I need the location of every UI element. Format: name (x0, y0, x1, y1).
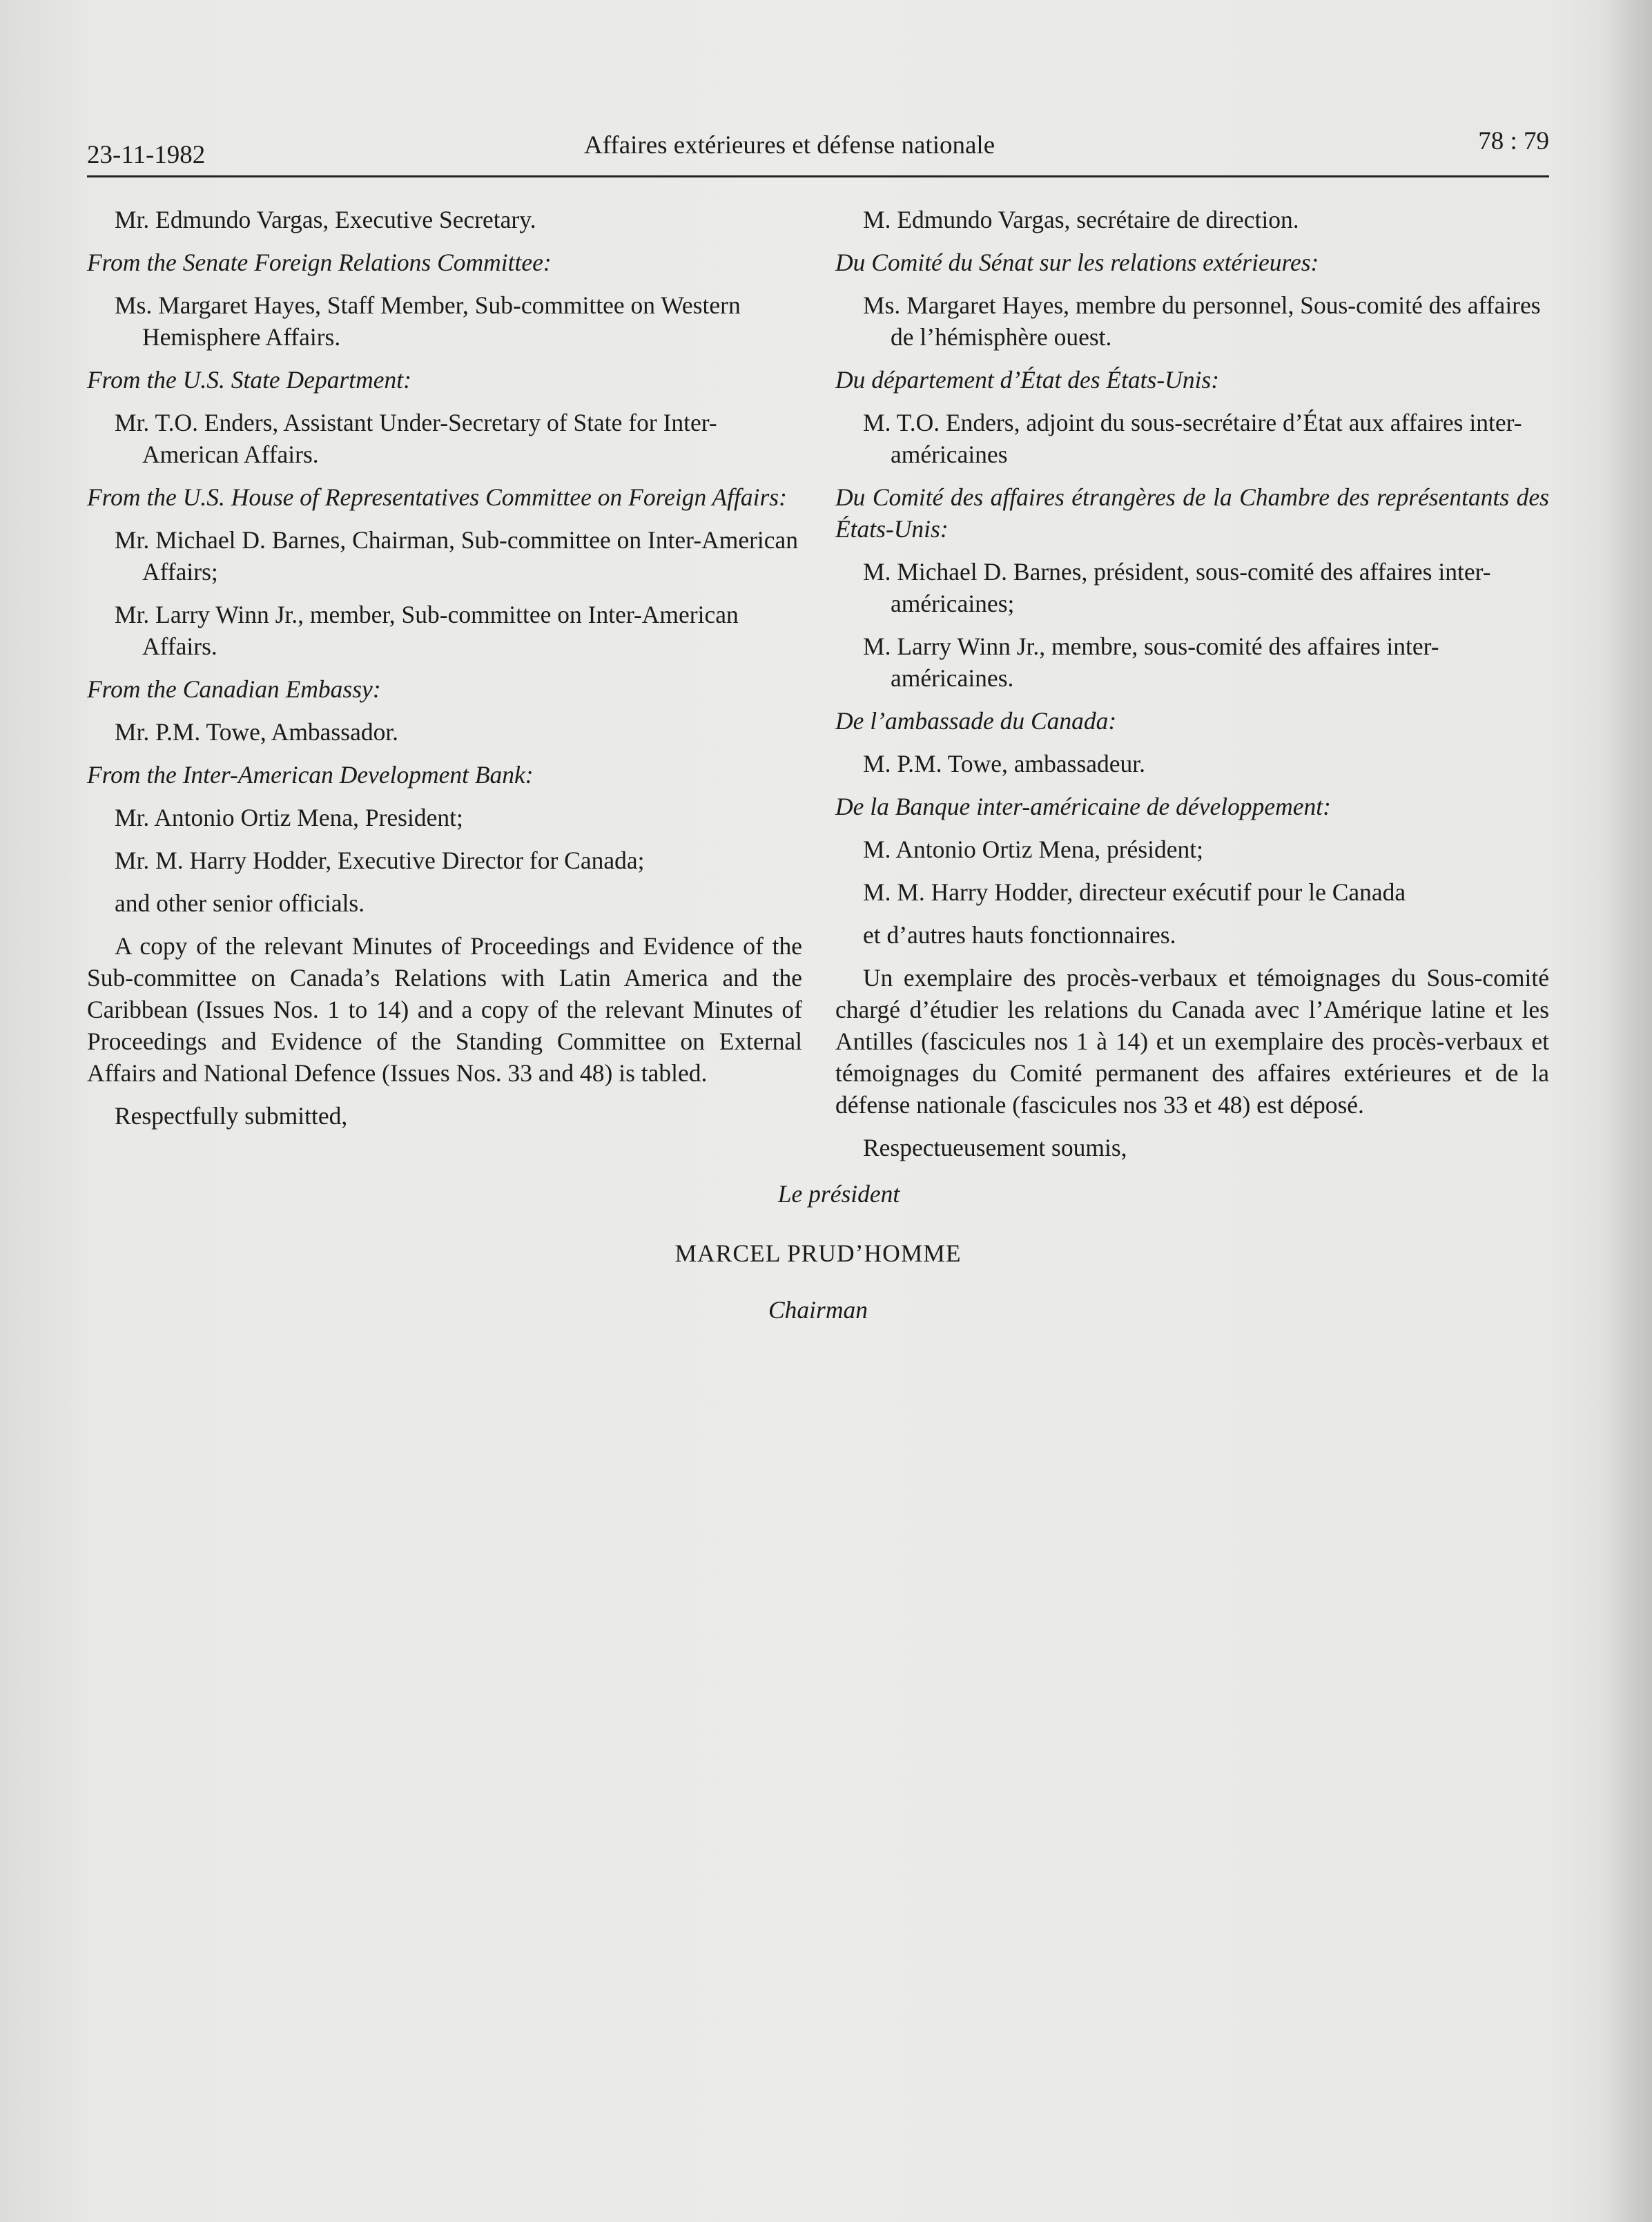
closing-line: and other senior officials. (115, 889, 365, 917)
organization-heading: From the U.S. State Department: (87, 366, 411, 394)
organization-heading: From the Senate Foreign Relations Committee: (87, 249, 552, 276)
header-title: Affaires extérieures et défense nationale (584, 131, 995, 160)
witness-entry: Mr. Michael D. Barnes, Chairman, Sub-committee on Inter-American Affairs; (115, 526, 799, 586)
witness-entry: Mr. P.M. Towe, Ambassador. (115, 718, 399, 746)
body-paragraph: Un exemplaire des procès-verbaux et témoignages du Sous-comité chargé d’étudier les relations du Canada avec l’Amérique latine et les Antilles (fascicules nos 1 à 14) et un exemplaire des procès-verbaux et témoignages du Comité permanent des affaires extérieures et de la défense nationale (fascicules nos 33 et 48) est déposé. (835, 964, 1549, 1119)
organization-heading: Du Comité des affaires étrangères de la Chambre des représentants des États-Unis: (835, 483, 1549, 543)
closing-salutation: Respectfully submitted, (115, 1102, 348, 1130)
page-gutter-shadow (1604, 0, 1652, 2222)
closing-salutation: Respectueusement soumis, (863, 1134, 1127, 1161)
organization-heading: From the U.S. House of Representatives Committee on Foreign Affairs: (87, 483, 787, 511)
organization-heading: From the Canadian Embassy: (87, 675, 381, 703)
witness-entry: Ms. Margaret Hayes, membre du personnel, Sous-comité des affaires de l’hémisphère ouest. (863, 291, 1541, 351)
witness-entry: Mr. Edmundo Vargas, Executive Secretary. (115, 206, 536, 233)
witness-entry: M. P.M. Towe, ambassadeur. (863, 750, 1146, 777)
closing-line: et d’autres hauts fonctionnaires. (863, 921, 1176, 949)
organization-heading: De la Banque inter-américaine de développement: (835, 793, 1331, 820)
page-header (87, 104, 1549, 177)
witness-entry: M. Edmundo Vargas, secrétaire de direction. (863, 206, 1299, 233)
french-column (835, 204, 1549, 1175)
signature-name: MARCEL PRUD’HOMME (674, 1239, 962, 1267)
witness-entry: M. Antonio Ortiz Mena, président; (863, 835, 1203, 863)
witness-entry: Mr. Larry Winn Jr., member, Sub-committee on Inter-American Affairs. (115, 601, 739, 660)
signature-title-french: Le président (777, 1180, 900, 1208)
body-paragraph: A copy of the relevant Minutes of Proceedings and Evidence of the Sub-committee on Canada’s Relations with Latin America and the Caribbean (Issues Nos. 1 to 14) and a copy of the relevant Minutes of Proceedings and Evidence of the Standing Committee on External Affairs and National Defence (Issues Nos. 33 and 48) is tabled. (87, 932, 802, 1087)
organization-heading: Du département d’État des États-Unis: (835, 366, 1220, 394)
witness-entry: M. Larry Winn Jr., membre, sous-comité des affaires inter-américaines. (863, 632, 1439, 692)
organization-heading: De l’ambassade du Canada: (835, 707, 1117, 735)
witness-entry: M. T.O. Enders, adjoint du sous-secrétaire d’État aux affaires inter-américaines (863, 409, 1522, 468)
witness-entry: Mr. M. Harry Hodder, Executive Director for Canada; (115, 847, 645, 874)
organization-heading: From the Inter-American Development Bank: (87, 761, 534, 789)
witness-entry: M. Michael D. Barnes, président, sous-comité des affaires inter-américaines; (863, 558, 1491, 617)
header-date: 23-11-1982 (87, 141, 206, 169)
organization-heading: Du Comité du Sénat sur les relations extérieures: (835, 249, 1319, 276)
witness-entry: Mr. T.O. Enders, Assistant Under-Secretary of State for Inter-American Affairs. (115, 409, 717, 468)
english-column (87, 204, 802, 1143)
witness-entry: M. M. Harry Hodder, directeur exécutif pour le Canada (863, 878, 1406, 906)
header-page-number: 78 : 79 (1478, 127, 1549, 155)
signature-title-english: Chairman (768, 1296, 868, 1324)
witness-entry: Mr. Antonio Ortiz Mena, President; (115, 804, 463, 831)
witness-entry: Ms. Margaret Hayes, Staff Member, Sub-committee on Western Hemisphere Affairs. (115, 291, 741, 351)
